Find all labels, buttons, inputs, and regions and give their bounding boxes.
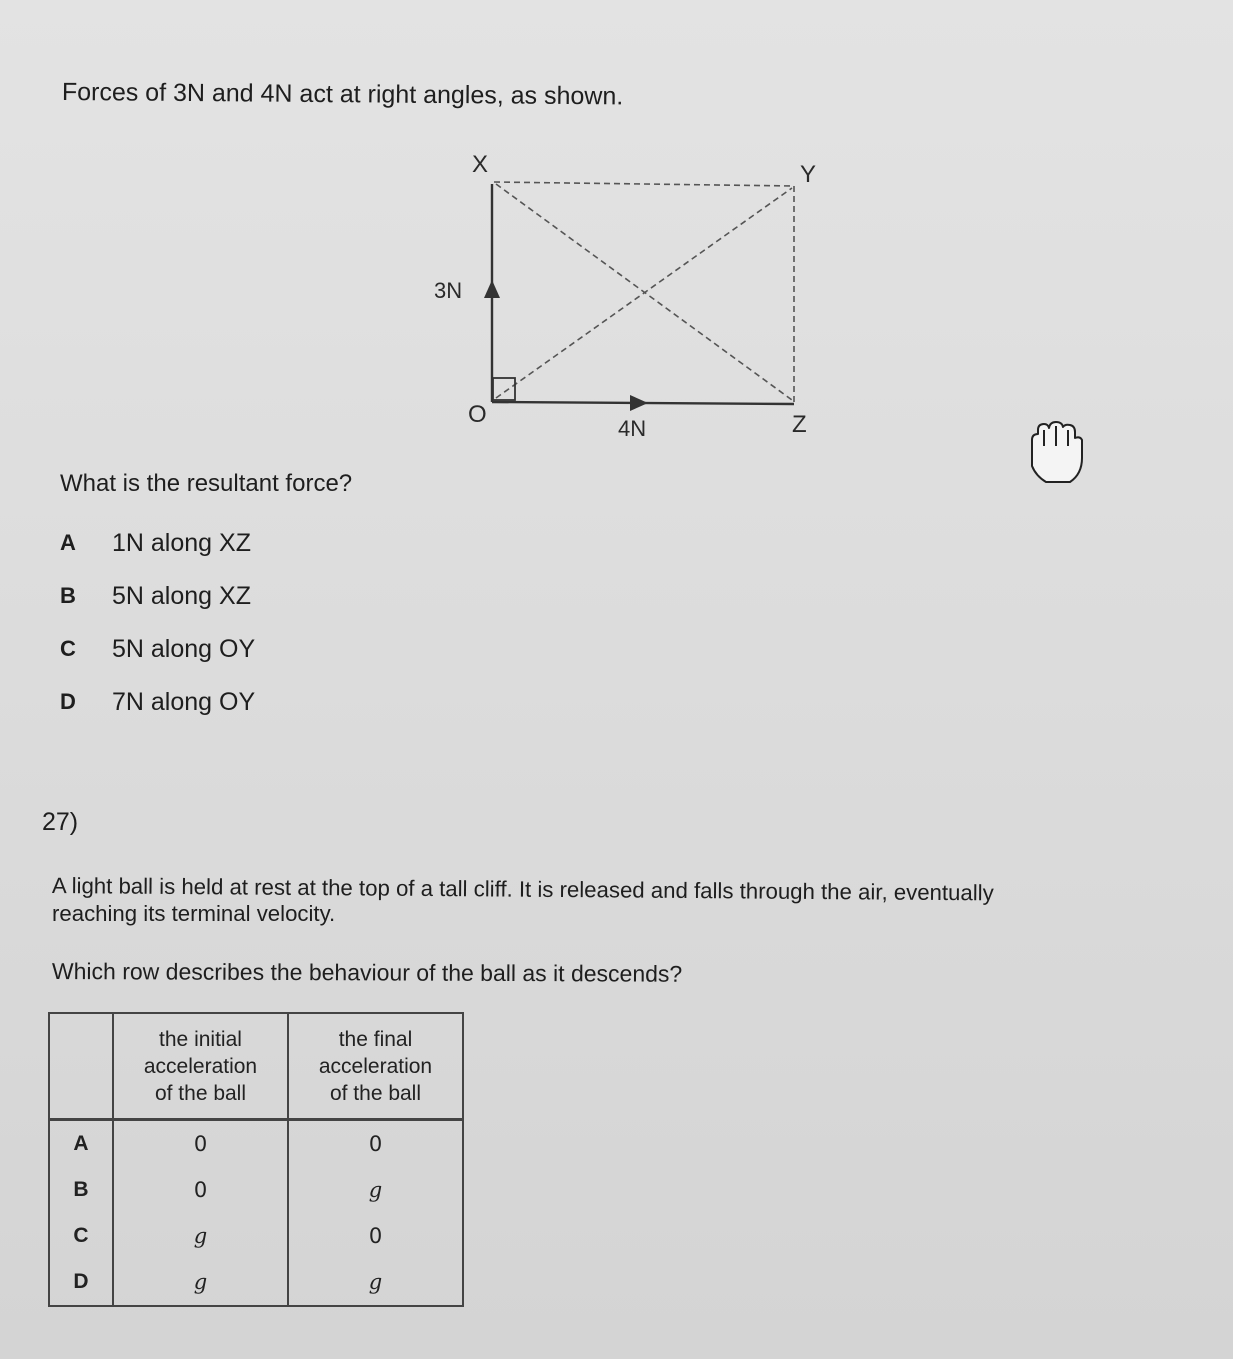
row-final-value: 0: [288, 1120, 463, 1168]
q26-question: What is the resultant force?: [60, 470, 353, 497]
force-label-3n: 3N: [434, 278, 463, 303]
header-initial-line1: the initial: [159, 1027, 242, 1051]
option-d-letter: D: [60, 689, 76, 714]
q27-stem-line2: reaching its terminal velocity.: [52, 901, 336, 926]
q27-number: 27): [42, 808, 79, 836]
dashed-diagonal-oy: [496, 188, 792, 398]
table-row: [49, 1213, 463, 1259]
label-x: X: [472, 151, 489, 178]
q27-stem-line1: A light ball is held at rest at the top of a tall cliff. It is released and falls through the air, eventually: [51, 873, 994, 906]
header-final-line1: the final: [338, 1027, 413, 1051]
header-initial: [113, 1013, 288, 1120]
row-final-value: g: [288, 1259, 463, 1306]
label-o: O: [468, 401, 487, 428]
header-initial-line2: acceleration: [143, 1054, 258, 1078]
q27-answer-table: [48, 1012, 464, 1307]
option-d-text: 7N along OY: [112, 688, 256, 716]
option-b-text: 5N along XZ: [112, 582, 251, 610]
label-z: Z: [792, 411, 807, 438]
q26-stem: Forces of 3N and 4N act at right angles, as shown.: [61, 78, 624, 111]
table-row: [49, 1167, 463, 1213]
option-a-text: 1N along XZ: [112, 529, 251, 557]
row-letter: D: [49, 1259, 113, 1306]
row-letter: C: [49, 1213, 113, 1259]
force-diagram: [420, 140, 840, 450]
option-b-letter: B: [60, 583, 76, 608]
header-final-line2: acceleration: [318, 1054, 433, 1078]
hand-grab-icon: [1018, 418, 1098, 494]
header-initial-line3: of the ball: [154, 1081, 247, 1105]
dashed-diagonal-xz: [496, 184, 792, 400]
row-letter: B: [49, 1167, 113, 1213]
option-c-text: 5N along OY: [112, 635, 256, 663]
header-final: [288, 1013, 463, 1120]
table-header-row: [49, 1013, 463, 1120]
q27-question: Which row describes the behaviour of the ball as it descends?: [51, 958, 683, 987]
row-initial-value: g: [113, 1213, 288, 1259]
dashed-side-xy: [494, 182, 794, 186]
option-c-letter: C: [60, 636, 76, 661]
row-final-value: 0: [288, 1213, 463, 1259]
table-row: [49, 1120, 463, 1168]
force-label-4n: 4N: [618, 416, 647, 441]
row-initial-value: 0: [113, 1167, 288, 1213]
row-initial-value: 0: [113, 1120, 288, 1168]
row-initial-value: g: [113, 1259, 288, 1306]
right-angle-icon: [493, 378, 515, 400]
table-row: [49, 1259, 463, 1306]
header-blank: [49, 1013, 113, 1120]
row-final-value: g: [288, 1167, 463, 1213]
row-letter: A: [49, 1120, 113, 1168]
option-a-letter: A: [60, 530, 76, 555]
header-final-line3: of the ball: [329, 1081, 422, 1105]
label-y: Y: [800, 161, 817, 188]
